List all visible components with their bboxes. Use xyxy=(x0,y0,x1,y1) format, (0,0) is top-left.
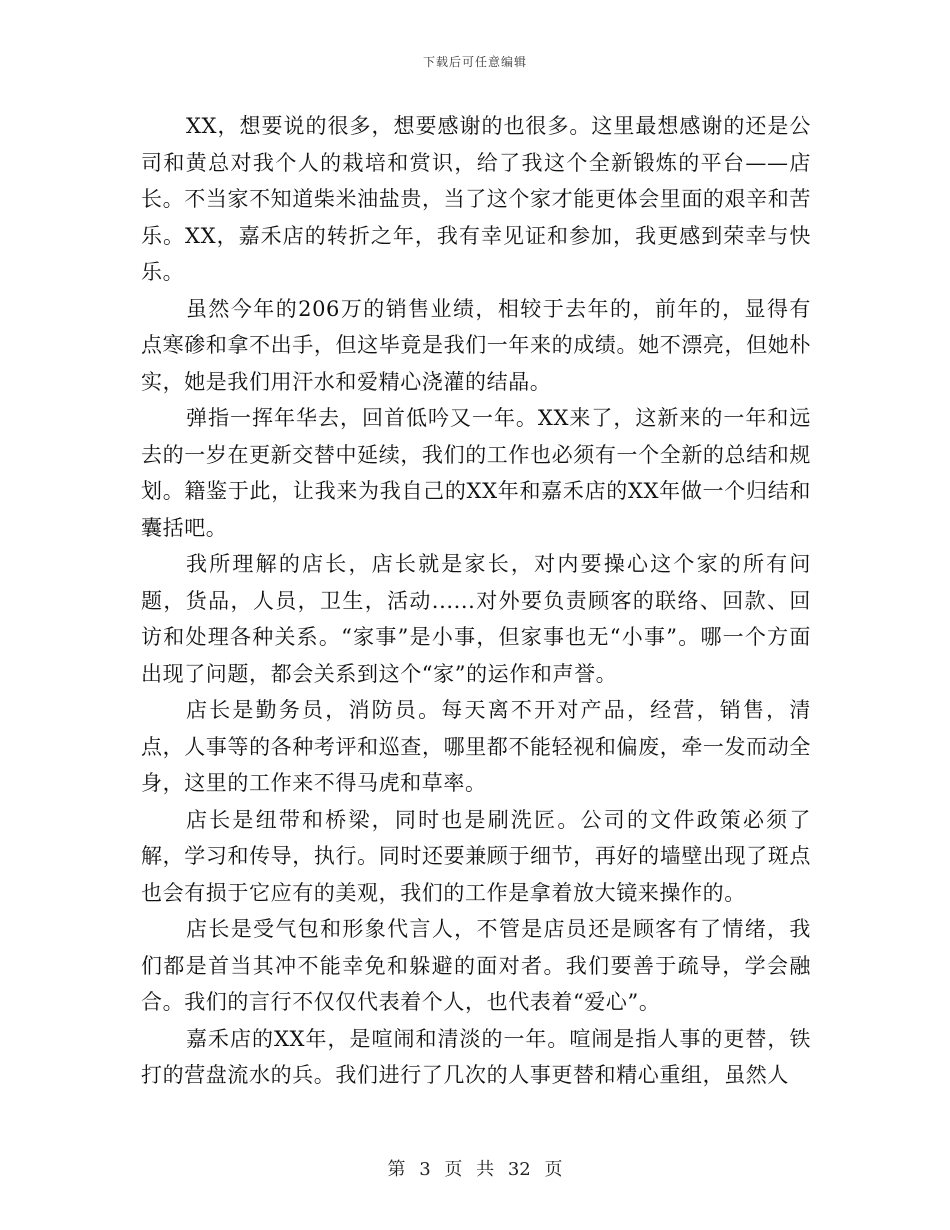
paragraph: 嘉禾店的XX年，是喧闹和清淡的一年。喧闹是指人事的更替，铁打的营盘流水的兵。我们进行了几次的人事更替和精心重组，虽然人 xyxy=(141,1026,811,1087)
page-number-footer: 第 3 页 共 32 页 xyxy=(387,1159,563,1180)
paragraph: 弹指一挥年华去，回首低吟又一年。XX来了，这新来的一年和远去的一岁在更新交替中延续，我们的工作也必须有一个全新的总结和规划。籍鉴于此，让我来为我自己的XX年和嘉禾店的XX年做一个归结和囊括吧。 xyxy=(141,406,811,540)
paragraph: 店长是勤务员，消防员。每天离不开对产品，经营，销售，清点，人事等的各种考评和巡查，哪里都不能轻视和偏废，牵一发而动全身，这里的工作来不得马虎和草率。 xyxy=(141,698,811,795)
paragraph: 虽然今年的206万的销售业绩，相较于去年的，前年的，显得有点寒碜和拿不出手，但这毕竟是我们一年来的成绩。她不漂亮，但她朴实，她是我们用汗水和爱精心浇灌的结晶。 xyxy=(141,296,811,394)
paragraph: 店长是受气包和形象代言人，不管是店员还是顾客有了情绪，我们都是首当其冲不能幸免和躲避的面对者。我们要善于疏导，学会融合。我们的言行不仅仅代表着个人，也代表着“爱心”。 xyxy=(141,917,811,1014)
paragraph: 店长是纽带和桥梁，同时也是刷洗匠。公司的文件政策必须了解，学习和传导，执行。同时还要兼顾于细节，再好的墙壁出现了斑点也会有损于它应有的美观，我们的工作是拿着放大镜来操作的。 xyxy=(141,807,811,905)
paragraph: XX，想要说的很多，想要感谢的也很多。这里最想感谢的还是公司和黄总对我个人的栽培和赏识，给了我这个全新锻炼的平台——店长。不当家不知道柴米油盐贵，当了这个家才能更体会里面的艰辛和苦乐。XX，嘉禾店的转折之年，我有幸见证和参加，我更感到荣幸与快乐。 xyxy=(141,114,811,284)
page-header: 下载后可任意编辑 xyxy=(422,55,527,69)
paragraph: 我所理解的店长，店长就是家长，对内要操心这个家的所有问题，货品，人员，卫生，活动......对外要负责顾客的联络、回款、回访和处理各种关系。“家事”是小事，但家事也无“小事”。哪一个方面出现了问题，都会关系到这个“家”的运作和声誉。 xyxy=(141,552,811,686)
document-body xyxy=(141,108,811,1094)
